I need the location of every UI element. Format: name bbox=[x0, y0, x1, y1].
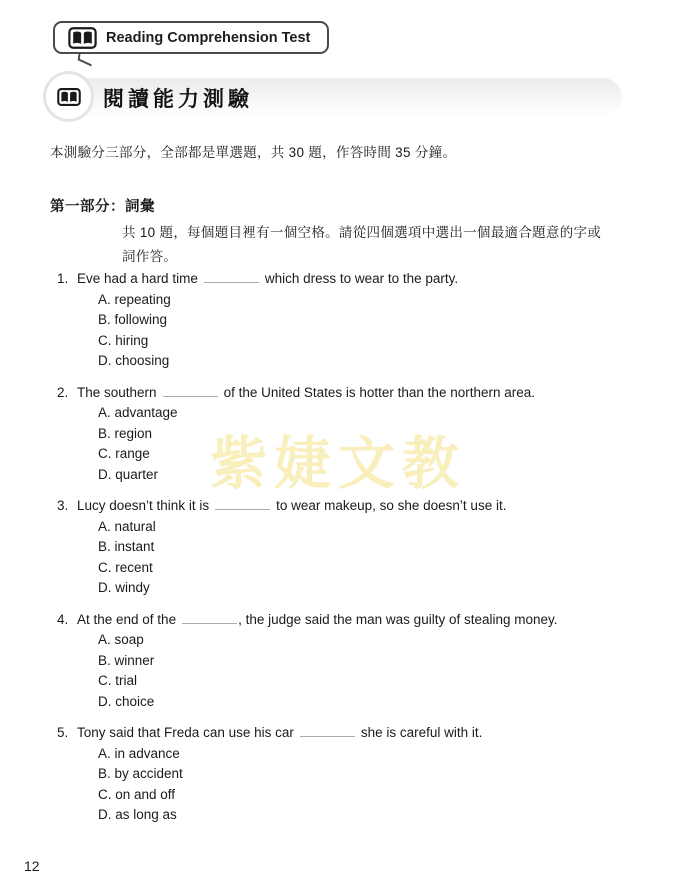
question-stem bbox=[57, 269, 637, 290]
option-c: C. trial bbox=[98, 673, 138, 688]
option-c: C. on and off bbox=[98, 786, 176, 802]
option-d: D. choosing bbox=[98, 353, 170, 368]
stem-text: Eve had a hard time which dress to wear to the party. bbox=[77, 271, 459, 286]
question-2 bbox=[57, 383, 637, 486]
stem-text: Tony said that Freda can use his car she is careful with it. bbox=[77, 725, 483, 740]
option-c: C. range bbox=[98, 446, 150, 461]
question-list bbox=[57, 269, 637, 837]
answer-blank bbox=[204, 271, 259, 283]
question-stem bbox=[57, 496, 637, 517]
stem-text: Lucy doesn’t think it is to wear makeup, so she doesn’t use it. bbox=[77, 498, 507, 513]
question-number: 3. bbox=[57, 498, 69, 513]
open-book-icon bbox=[68, 27, 97, 49]
question-1 bbox=[57, 269, 637, 372]
part1-heading: 第一部分：詞彙 bbox=[50, 199, 155, 215]
stem-text: The southern of the United States is hotter than the northern area. bbox=[77, 384, 536, 400]
option-a: A. soap bbox=[98, 632, 144, 647]
option-a: A. in advance bbox=[98, 745, 180, 761]
answer-blank bbox=[163, 385, 218, 397]
option-a: A. natural bbox=[98, 518, 156, 534]
question-stem bbox=[57, 610, 637, 631]
question-3 bbox=[57, 496, 637, 599]
option-c: C. hiring bbox=[98, 332, 149, 348]
question-number: 2. bbox=[57, 384, 69, 400]
section-header bbox=[46, 74, 622, 120]
option-b: B. following bbox=[98, 312, 168, 327]
page-number: 12 bbox=[24, 858, 40, 874]
answer-blank bbox=[182, 612, 237, 624]
option-b: B. instant bbox=[98, 539, 155, 554]
instruction-line: 詞作答。 bbox=[122, 249, 178, 264]
option-c: C. recent bbox=[98, 559, 153, 575]
option-d: D. quarter bbox=[98, 466, 159, 482]
option-d: D. as long as bbox=[98, 807, 177, 822]
open-book-icon bbox=[57, 88, 81, 106]
option-b: B. region bbox=[98, 425, 153, 441]
reading-test-bubble bbox=[53, 21, 329, 54]
instruction-line: 共 10 題，每個題目裡有一個空格。請從四個選項中選出一個最適合題意的字或 bbox=[122, 225, 602, 240]
section-circle bbox=[46, 74, 91, 119]
question-stem bbox=[57, 383, 637, 404]
option-b: B. winner bbox=[98, 652, 155, 668]
option-d: D. choice bbox=[98, 693, 155, 709]
answer-blank bbox=[215, 498, 270, 510]
question-5 bbox=[57, 723, 637, 826]
question-number: 5. bbox=[57, 725, 69, 740]
stem-text: At the end of the , the judge said the man was guilty of stealing money. bbox=[77, 611, 558, 627]
part1-instructions bbox=[122, 221, 601, 269]
question-4 bbox=[57, 610, 637, 713]
question-number: 4. bbox=[57, 611, 69, 627]
question-number: 1. bbox=[57, 271, 69, 286]
bubble-title: Reading Comprehension Test bbox=[106, 29, 311, 46]
option-b: B. by accident bbox=[98, 766, 183, 781]
option-a: A. repeating bbox=[98, 291, 171, 307]
watermark: 紫婕文教 bbox=[210, 432, 466, 496]
page-title: 閱讀能力測驗 bbox=[103, 88, 253, 111]
test-intro-text: 本測驗分三部分，全部都是單選題，共 30 題，作答時間 35 分鐘。 bbox=[50, 145, 457, 160]
option-d: D. windy bbox=[98, 580, 150, 595]
question-stem bbox=[57, 723, 637, 744]
answer-blank bbox=[300, 725, 355, 737]
option-a: A. advantage bbox=[98, 405, 178, 420]
